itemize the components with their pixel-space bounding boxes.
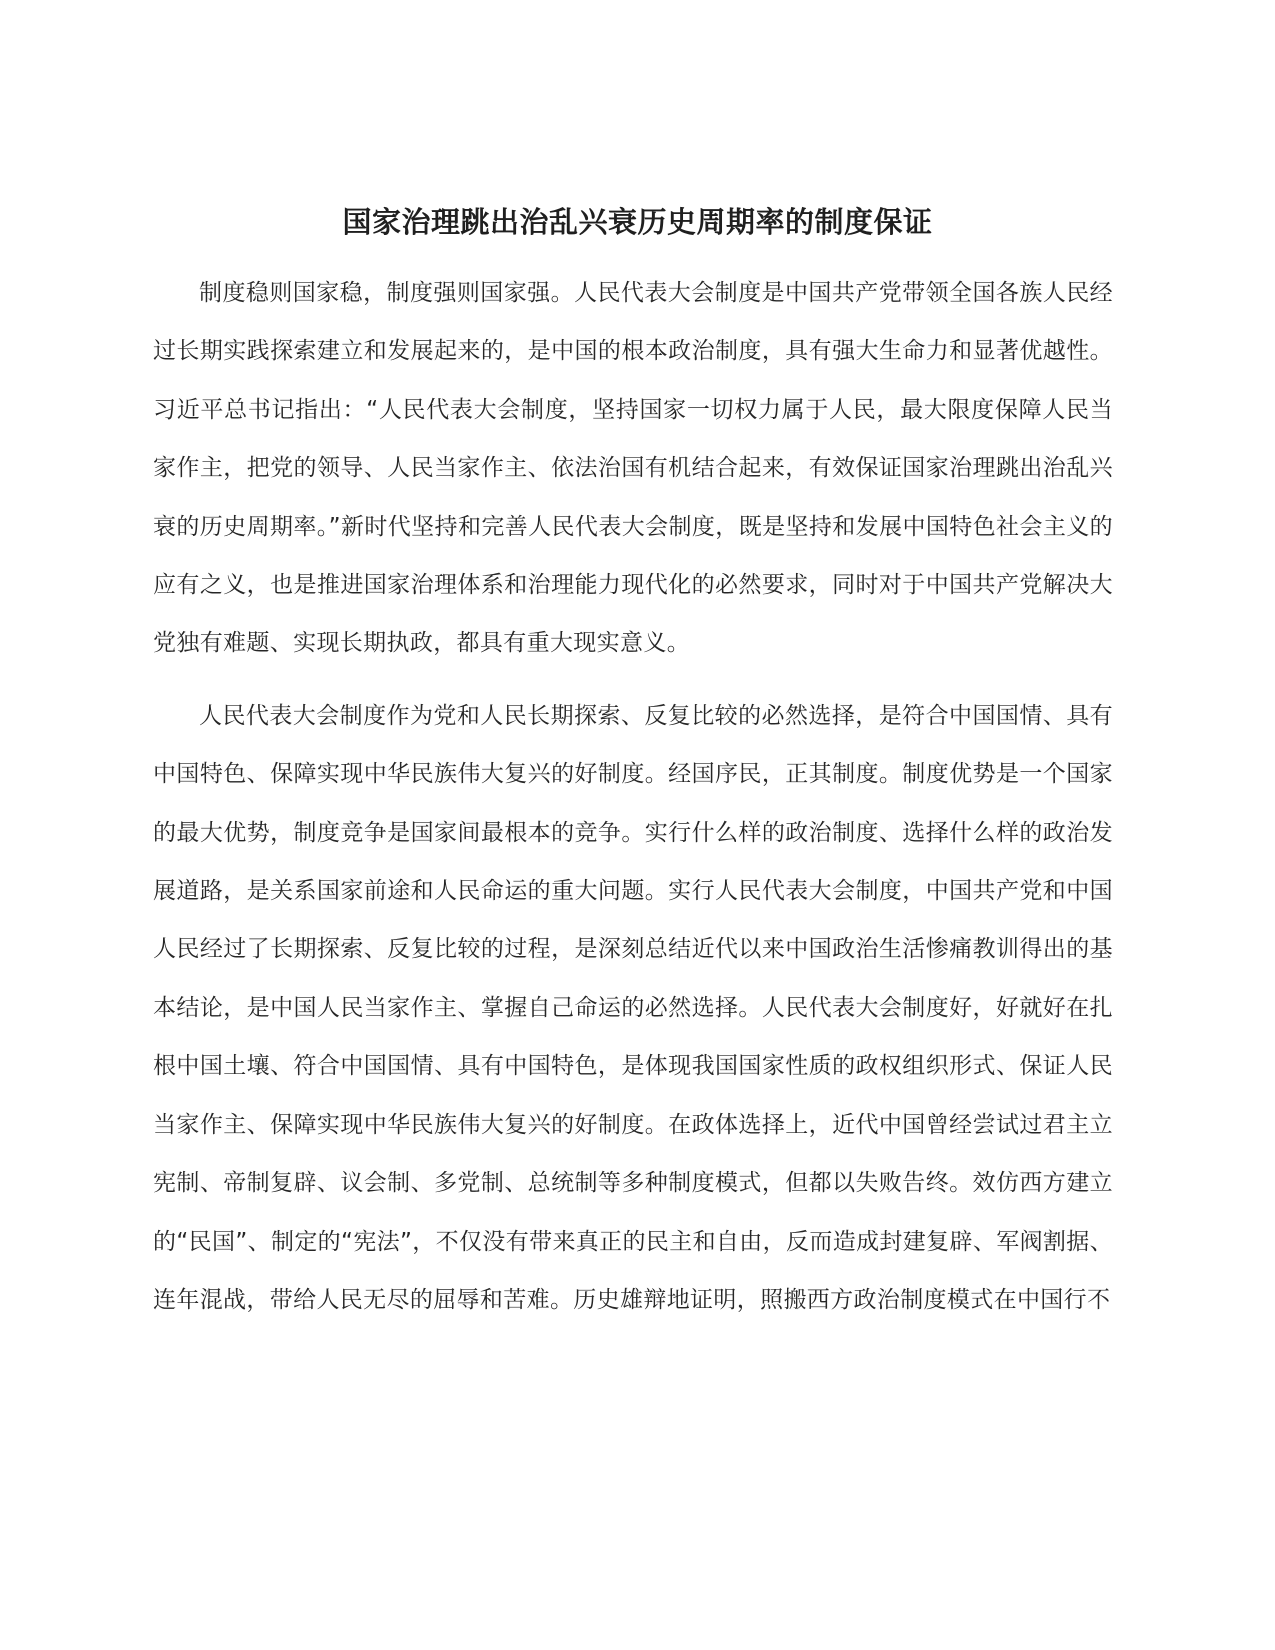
document-title: 国家治理跳出治乱兴衰历史周期率的制度保证 <box>342 205 933 240</box>
paragraph-2: 人民代表大会制度作为党和人民长期探索、反复比较的必然选择，是符合中国国情、具有中国特色、保障实现中华民族伟大复兴的好制度。经国序民，正其制度。制度优势是一个国家的最大优势，制度竞争是国家间最根本的竞争。实行什么样的政治制度、选择什么样的政治发展道路，是关系国家前途和人民命运的重大问题。实行人民代表大会制度，中国共产党和中国人民经过了长期探索、反复比较的过程，是深刻总结近代以来中国政治生活惨痛教训得出的基本结论，是中国人民当家作主、掌握自己命运的必然选择。人民代表大会制度好，好就好在扎根中国土壤、符合中国国情、具有中国特色，是体现我国国家性质的政权组织形式、保证人民当家作主、保障实现中华民族伟大复兴的好制度。在政体选择上，近代中国曾经尝试过君主立宪制、帝制复辟、议会制、多党制、总统制等多种制度模式，但都以失败告终。效仿西方建立的“民国”、制定的“宪法”，不仅没有带来真正的民主和自由，反而造成封建复辟、军阀割据、连年混战，带给人民无尽的屈辱和苦难。历史雄辩地证明，照搬西方政治制度模式在中国行不 <box>153 702 1113 1313</box>
paragraph-1: 制度稳则国家稳，制度强则国家强。人民代表大会制度是中国共产党带领全国各族人民经过长期实践探索建立和发展起来的，是中国的根本政治制度，具有强大生命力和显著优越性。习近平总书记指出：“人民代表大会制度，坚持国家一切权力属于人民，最大限度保障人民当家作主，把党的领导、人民当家作主、依法治国有机结合起来，有效保证国家治理跳出治乱兴衰的历史周期率。”新时代坚持和完善人民代表大会制度，既是坚持和发展中国特色社会主义的应有之义，也是推进国家治理体系和治理能力现代化的必然要求，同时对于中国共产党解决大党独有难题、实现长期执政，都具有重大现实意义。 <box>153 280 1113 657</box>
document-body <box>153 264 1113 1343</box>
